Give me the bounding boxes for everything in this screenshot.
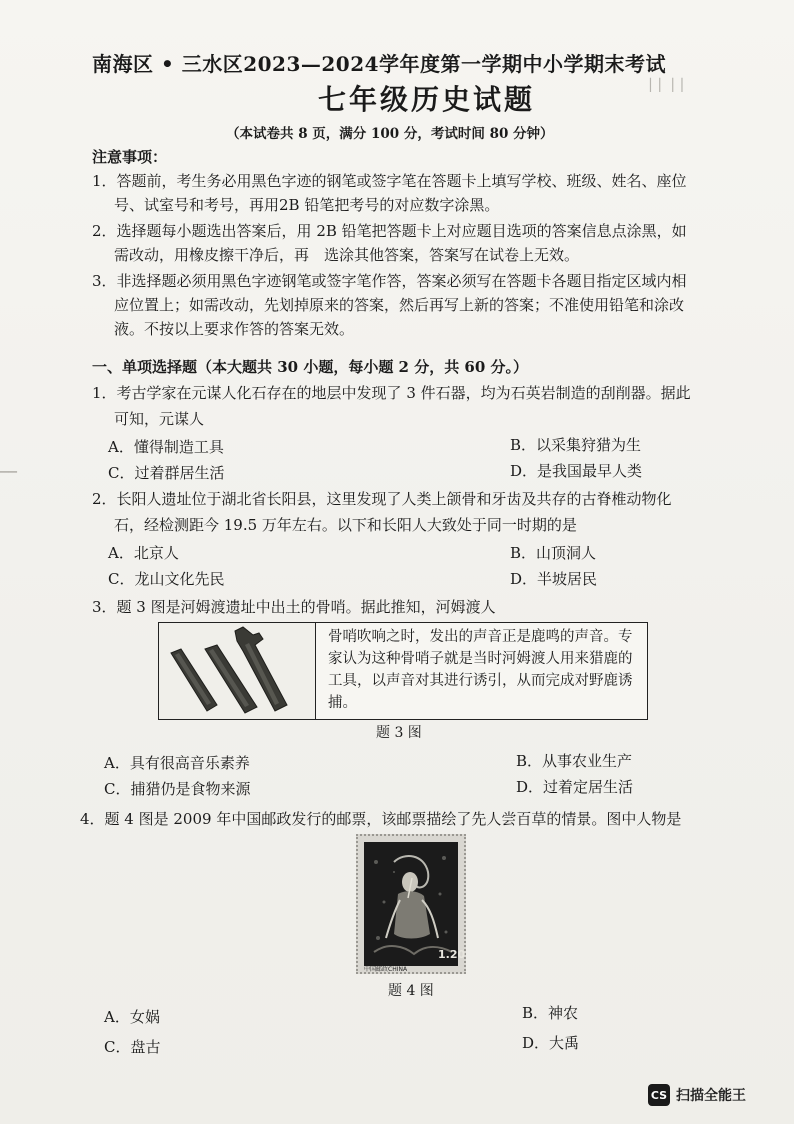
- option-d: D．大禹: [522, 1034, 580, 1052]
- bone-whistle-image: [159, 623, 316, 719]
- option-a: A．具有很高音乐素养: [104, 754, 250, 772]
- option-c: C．捕猎仍是食物来源: [104, 780, 251, 798]
- bleed-through-mark: ▏▏ ▏▏: [650, 78, 691, 92]
- figure-3-box: [158, 622, 648, 720]
- question-stem: 可知，元谋人: [114, 410, 205, 428]
- option-b: B．以采集狩猎为生: [510, 436, 642, 454]
- option-c: C．龙山文化先民: [108, 570, 225, 588]
- figure-3-text: 骨哨吹响之时，发出的声音正是鹿鸣的声音。专家认为这种骨哨子就是当时河姆渡人用来猎鹿的工具，以声音对其进行诱引，从而完成对野鹿诱捕。: [328, 629, 633, 711]
- notice-line: 液。不按以上要求作答的答案无效。: [114, 320, 355, 338]
- scanner-label: 扫描全能王: [676, 1088, 746, 1104]
- option-a: A．懂得制造工具: [108, 438, 224, 456]
- notice-line: 需改动，用橡皮擦干净后，再 选涂其他答案，答案写在试卷上无效。: [114, 246, 580, 264]
- stamp-country: 中国邮政CHINA: [364, 966, 408, 973]
- figure-3-caption: 题 3 图: [376, 725, 422, 741]
- option-b: B．山顶洞人: [510, 544, 597, 562]
- notice-heading: 注意事项：: [92, 148, 168, 166]
- figure-4-caption: 题 4 图: [388, 983, 434, 999]
- notice-line: 3．非选择题必须用黑色字迹钢笔或签字笔作答，答案必须写在答题卡各题目指定区域内相: [92, 272, 687, 290]
- scanner-watermark: [648, 1084, 746, 1106]
- camscanner-icon: CS: [648, 1084, 670, 1106]
- notice-line: 号、试室号和考号，再用2B 铅笔把考号的对应数字涂黑。: [114, 196, 500, 214]
- question-stem: 1．考古学家在元谋人化石存在的地层中发现了 3 件石器，均为石英岩制造的刮削器。据此: [92, 384, 691, 402]
- notice-line: 1．答题前，考生务必用黑色字迹的钢笔或签字笔在答题卡上填写学校、班级、姓名、座位: [92, 172, 687, 190]
- notice-line: 应位置上；如需改动，先划掉原来的答案，然后再写上新的答案；不准使用铅笔和涂改: [114, 296, 685, 314]
- exam-title: 南海区 • 三水区2023—2024学年度第一学期中小学期末考试: [92, 52, 667, 76]
- option-d: D．半坡居民: [510, 570, 598, 588]
- option-b: B．从事农业生产: [516, 752, 633, 770]
- subject-title: 七年级历史试题: [318, 83, 536, 116]
- option-d: D．过着定居生活: [516, 778, 634, 796]
- question-stem: 2．长阳人遗址位于湖北省长阳县，这里发现了人类上颌骨和牙齿及共存的古脊椎动物化: [92, 490, 672, 508]
- option-c: C．盘古: [104, 1038, 161, 1056]
- stamp-value: 1.20: [438, 948, 466, 961]
- postage-stamp: [356, 834, 466, 974]
- question-stem: 4．题 4 图是 2009 年中国邮政发行的邮票，该邮票描绘了先人尝百草的情景。图中人物是: [80, 810, 682, 828]
- exam-info: （本试卷共 8 页，满分 100 分，考试时间 80 分钟）: [226, 126, 554, 142]
- option-c: C．过着群居生活: [108, 464, 225, 482]
- section-heading: 一、单项选择题（本大题共 30 小题，每小题 2 分，共 60 分。）: [92, 358, 529, 376]
- option-a: A．北京人: [108, 544, 179, 562]
- option-d: D．是我国最早人类: [510, 462, 643, 480]
- option-a: A．女娲: [104, 1008, 160, 1026]
- question-stem: 石，经检测距今 19.5 万年左右。以下和长阳人大致处于同一时期的是: [114, 516, 577, 534]
- notice-line: 2．选择题每小题选出答案后，用 2B 铅笔把答题卡上对应题目选项的答案信息点涂黑，如: [92, 222, 687, 240]
- option-b: B．神农: [522, 1004, 579, 1022]
- bone-whistle-icon: [159, 623, 315, 719]
- question-stem: 3．题 3 图是河姆渡遗址中出土的骨哨。据此推知，河姆渡人: [92, 598, 496, 616]
- bleed-through-mark: ▁▁: [0, 460, 17, 473]
